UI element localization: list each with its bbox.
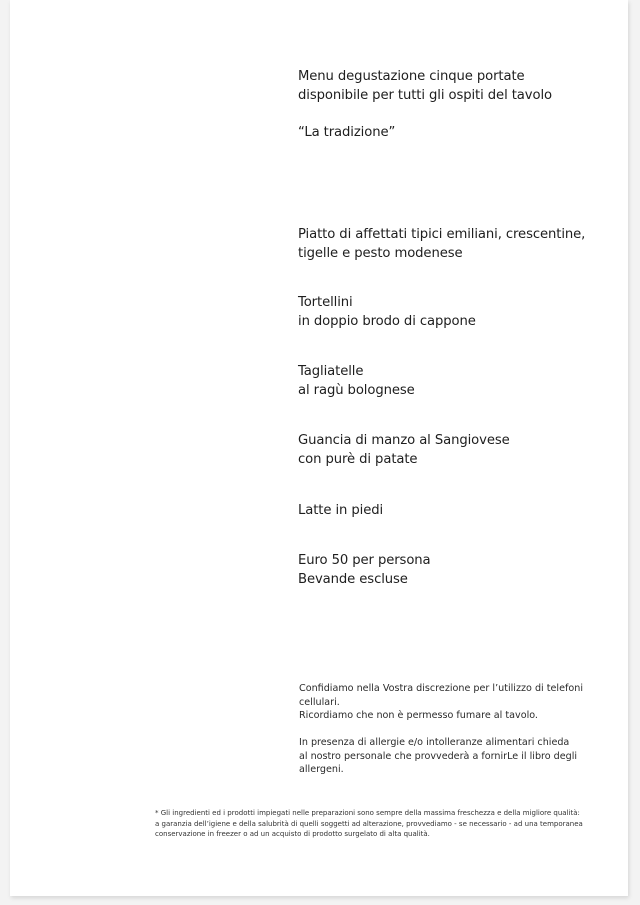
drinks-note: Bevande escluse xyxy=(298,571,408,587)
course-name: Guancia di manzo al Sangiovese xyxy=(298,433,510,448)
footnote-line: conservazione in freezer o ad un acquisto di prodotto surgelato di alta qualità. xyxy=(155,830,430,838)
note-line: In presenza di allergie e/o intolleranze alimentari chieda xyxy=(299,737,570,748)
course-detail: tigelle e pesto modenese xyxy=(298,245,463,261)
allergy-note xyxy=(299,736,577,777)
course-name: Piatto di affettati tipici emiliani, crescentine, xyxy=(298,227,586,242)
phone-smoking-notes xyxy=(299,682,583,723)
menu-intro xyxy=(298,68,552,105)
course-4 xyxy=(298,432,510,469)
course-name: Tagliatelle xyxy=(298,364,364,379)
footnote-line: a garanzia dell’igiene e della salubrità di quelli soggetti ad alterazione, provvediamo - se necessario - ad una temporanea xyxy=(155,819,583,828)
course-5 xyxy=(298,502,383,521)
course-detail: in doppio brodo di cappone xyxy=(298,313,476,329)
course-1 xyxy=(298,226,585,263)
note-line: Confidiamo nella Vostra discrezione per l’utilizzo di telefoni xyxy=(299,683,583,694)
note-line: Ricordiamo che non è permesso fumare al tavolo. xyxy=(299,710,538,722)
menu-title-text: “La tradizione” xyxy=(298,125,396,140)
course-detail: con purè di patate xyxy=(298,451,418,467)
course-3 xyxy=(298,363,415,400)
price xyxy=(298,552,431,589)
footnote-line: * Gli ingredienti ed i prodotti impiegati nelle preparazioni sono sempre della massima freschezza e della migliore qualità: xyxy=(155,809,580,817)
course-name: Tortellini xyxy=(298,295,353,310)
course-2 xyxy=(298,294,476,331)
note-line: cellulari. xyxy=(299,696,340,708)
intro-line: Menu degustazione cinque portate xyxy=(298,69,525,84)
note-line: al nostro personale che provvederà a fornirLe il libro degli xyxy=(299,750,578,762)
price-text: Euro 50 per persona xyxy=(298,553,431,568)
menu-page xyxy=(10,0,628,896)
note-line: allergeni. xyxy=(299,764,344,776)
course-name: Latte in piedi xyxy=(298,503,384,518)
intro-line: disponibile per tutti gli ospiti del tavolo xyxy=(298,87,552,103)
course-detail: al ragù bolognese xyxy=(298,382,415,398)
menu-title xyxy=(298,124,395,143)
footnote xyxy=(155,808,583,840)
